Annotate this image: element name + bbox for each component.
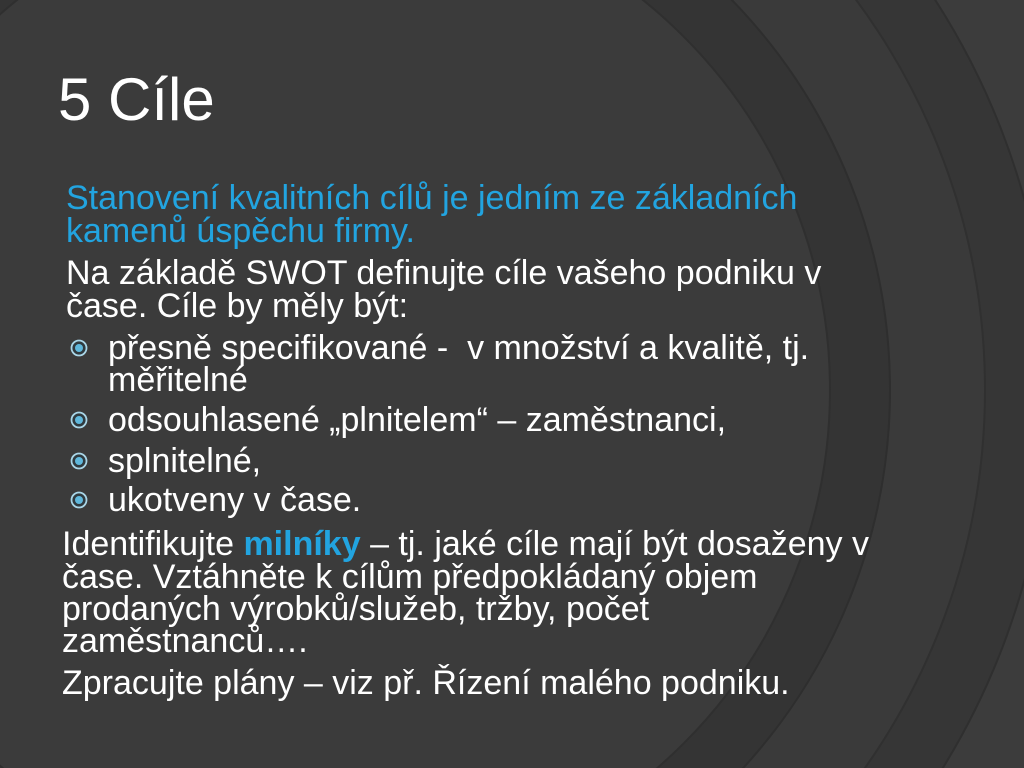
milestones-text-after: – tj. jaké cíle mají být dosaženy v (360, 525, 869, 563)
milestones-highlight: milníky (243, 525, 361, 563)
swot-line: Na základě SWOT definujte cíle vašeho podniku v (66, 254, 822, 292)
swot-line: čase. Cíle by měly být: (66, 287, 409, 325)
bullet-item-line: splnitelné, (108, 442, 262, 480)
circle-bullet-icon (70, 452, 88, 470)
milestones-text-before: Identifikujte (62, 525, 244, 563)
bullet-item-line: měřitelné (108, 361, 248, 399)
milestones-first-line (62, 525, 869, 563)
milestones-line: čase. Vztáhněte k cílům předpokládaný objem (62, 558, 758, 596)
intro-line: kamenů úspěchu firmy. (66, 212, 415, 250)
closing-line: Zpracujte plány – viz př. Řízení malého podniku. (62, 664, 790, 702)
intro-line: Stanovení kvalitních cílů je jedním ze základních (66, 179, 798, 217)
circle-bullet-icon (70, 411, 88, 429)
bullet-item-line: ukotveny v čase. (108, 481, 362, 519)
slide-title: 5 Cíle (58, 66, 215, 133)
bullet-item-line: odsouhlasené „plnitelem“ – zaměstnanci, (108, 401, 727, 439)
milestones-line: prodaných výrobků/služeb, tržby, počet (62, 590, 650, 628)
bullet-item-line: přesně specifikované - v množství a kvalitě, tj. (108, 329, 810, 367)
circle-bullet-icon (70, 339, 88, 357)
milestones-line: zaměstnanců…. (62, 622, 308, 660)
circle-bullet-icon (70, 491, 88, 509)
